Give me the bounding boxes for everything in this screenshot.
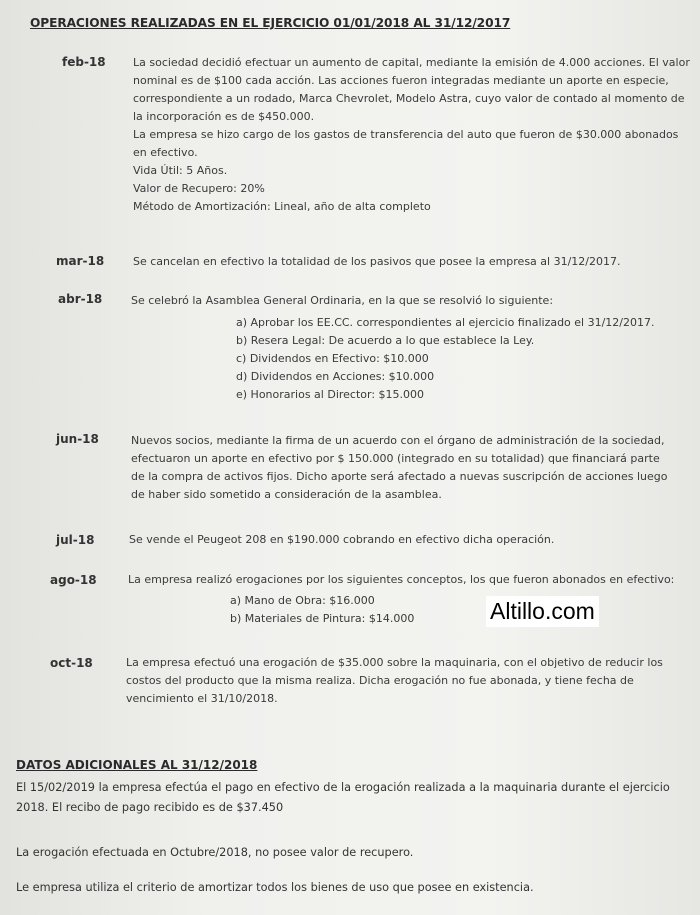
operation-date: abr-18 [58,292,103,306]
operation-text [128,571,674,589]
list-item: e) Honorarios al Director: $15.000 [236,388,425,401]
text-line: Se cancelan en efectivo la totalidad de los pasivos que posee la empresa al 31/12/2017. [133,255,621,268]
text-line: de la compra de activos fijos. Dicho aporte será afectado a nuevas suscripción de acciones luego [131,470,668,483]
text-line: costos del producto que la misma realiza. Dicha erogación no fue abonada, y tiene fecha de [126,674,634,687]
section-title: DATOS ADICIONALES AL 31/12/2018 [16,758,258,772]
watermark-logo: Altillo.com [486,596,599,627]
text-line: Le empresa utiliza el criterio de amortizar todos los bienes de uso que posee en existencia. [16,881,534,894]
operation-date: ago-18 [50,573,97,587]
additional-paragraph [16,878,534,898]
text-line: La erogación efectuada en Octubre/2018, no posee valor de recupero. [16,846,414,859]
text-line: La empresa realizó erogaciones por los siguientes conceptos, los que fueron abonados en efectivo: [128,573,675,586]
text-line: vencimiento el 31/10/2018. [126,692,278,705]
operation-text [129,531,554,549]
list-item: c) Dividendos en Efectivo: $10.000 [236,352,429,365]
list-item: b) Resera Legal: De acuerdo a lo que establece la Ley. [236,334,535,347]
text-line: Se celebró la Asamblea General Ordinaria, en la que se resolvió lo siguiente: [131,294,554,307]
operation-text [133,253,621,271]
operation-date: oct-18 [50,656,93,670]
operation-text [131,432,667,504]
text-line: La sociedad decidió efectuar un aumento de capital, mediante la emisión de 4.000 acciones. El valor [133,56,690,69]
resolution-list [236,314,655,404]
list-item: a) Mano de Obra: $16.000 [230,594,375,607]
text-line: Se vende el Peugeot 208 en $190.000 cobrando en efectivo dicha operación. [129,533,555,546]
text-line: en efectivo. [133,146,198,159]
text-line: de haber sido sometido a consideración de la asamblea. [131,488,442,501]
list-item: d) Dividendos en Acciones: $10.000 [236,370,435,383]
operation-date: jun-18 [56,432,99,446]
page-title: OPERACIONES REALIZADAS EN EL EJERCICIO 01/01/2018 AL 31/12/2017 [30,16,511,30]
text-line: La empresa se hizo cargo de los gastos de transferencia del auto que fueron de $30.000 abonados [133,128,679,141]
text-line: correspondiente a un rodado, Marca Chevrolet, Modelo Astra, cuyo valor de contado al momento de [133,92,685,105]
operation-text [133,54,690,216]
text-line: La empresa efectuó una erogación de $35.000 sobre la maquinaria, con el objetivo de reducir los [126,656,663,669]
operation-text [131,292,553,310]
list-item: a) Aprobar los EE.CC. correspondientes al ejercicio finalizado el 31/12/2017. [236,316,655,329]
additional-paragraph [16,843,413,863]
list-item: b) Materiales de Pintura: $14.000 [230,612,415,625]
operation-date: feb-18 [62,55,106,69]
text-line: nominal es de $100 cada acción. Las acciones fueron integradas mediante un aporte en especie, [133,74,669,87]
operation-date: mar-18 [56,254,105,268]
text-line: efectuaron un aporte en efectivo por $ 150.000 (integrado en su totalidad) que financiará parte [131,452,660,465]
operation-date: jul-18 [56,533,95,547]
text-line: Valor de Recupero: 20% [133,182,265,195]
text-line: El 15/02/2019 la empresa efectúa el pago en efectivo de la erogación realizada a la maquinaria durante el ejercicio [16,781,670,794]
text-line: Nuevos socios, mediante la firma de un acuerdo con el órgano de administración de la sociedad, [131,434,665,447]
operation-text [126,654,663,708]
text-line: Vida Útil: 5 Años. [133,164,228,177]
text-line: 2018. El recibo de pago recibido es de $37.450 [16,801,284,814]
text-line: Método de Amortización: Lineal, año de alta completo [133,200,431,213]
expense-list [230,592,414,628]
text-line: la incorporación es de $450.000. [133,110,315,123]
additional-paragraph [16,778,670,818]
